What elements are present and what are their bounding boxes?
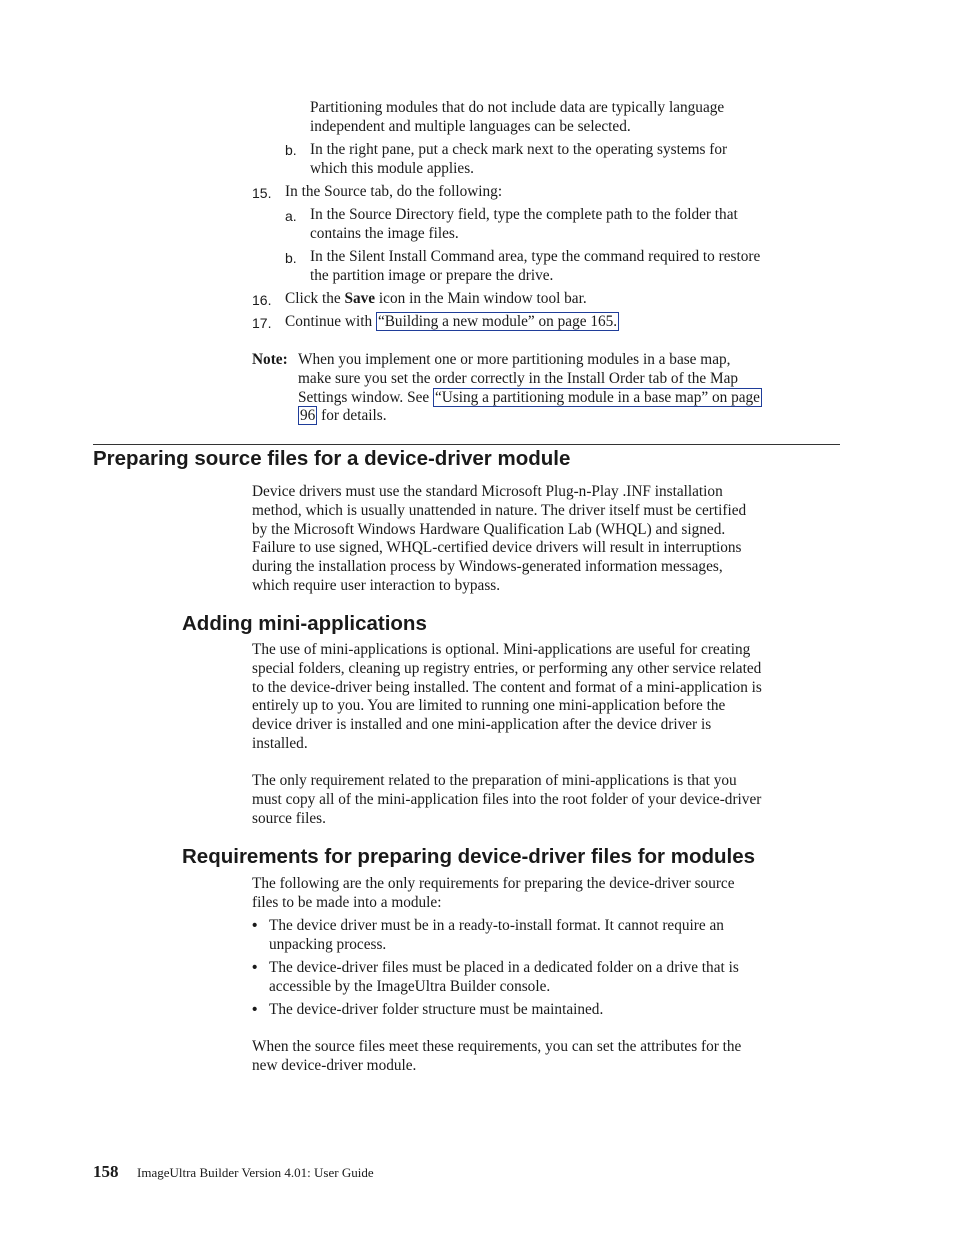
substep-marker: b. (285, 250, 297, 266)
step-17-number: 17. (252, 315, 272, 331)
page-number: 158 (93, 1162, 119, 1181)
list-item: The device driver must be in a ready-to-install format. It cannot require an unpacking process. (269, 917, 724, 953)
section-paragraph: When the source files meet these requirements, you can set the attributes for the new device-driver module. (252, 1038, 742, 1074)
subsection-heading: Adding mini-applications (182, 612, 427, 635)
step-15-text: In the Source tab, do the following: (285, 183, 503, 200)
substep-b-text: In the right pane, put a check mark next to the operating systems for which this module applies. (310, 141, 728, 177)
section-heading: Preparing source files for a device-driver module (93, 447, 571, 470)
list-item: The device-driver files must be placed in a dedicated folder on a drive that is accessible by the ImageUltra Builder console. (269, 959, 739, 995)
bullet-icon: • (252, 959, 258, 976)
step-continuation: Partitioning modules that do not include data are typically language independent and multiple languages can be selected. (310, 99, 725, 135)
list-item: The device-driver folder structure must be maintained. (269, 1001, 604, 1018)
section-divider (93, 444, 840, 445)
substep-marker: a. (285, 208, 297, 224)
partitioning-module-link[interactable]: “Using a partitioning module in a base map” on page (434, 388, 760, 406)
substep-15a-text: In the Source Directory field, type the complete path to the folder that contains the image files. (310, 206, 738, 242)
bullet-icon: • (252, 1001, 258, 1018)
substep-marker: b. (285, 142, 297, 158)
section-paragraph: The only requirement related to the preparation of mini-applications is that you must copy all of the mini-application files into the root folder of your device-driver source files. (252, 772, 762, 827)
step-15-number: 15. (252, 185, 272, 201)
note-text: When you implement one or more partitioning modules in a base map, make sure you set the order correctly in the Install Order tab of the Map Settings window. See “Using a partitioning module in a base map” on page 96 for details. (298, 351, 760, 425)
page-96-link[interactable]: 96 (300, 407, 316, 425)
footer-title: ImageUltra Builder Version 4.01: User Guide (137, 1165, 374, 1180)
note-label: Note: (252, 351, 288, 368)
section-paragraph: Device drivers must use the standard Microsoft Plug-n-Play .INF installation method, which is usually unattended in nature. The driver itself must be certified by the Microsoft Windows Hardware Qualification Lab (WHQL) and signed. Failure to use signed, WHQL-certified device drivers will result in interruptions during the installation process by Windows-generated information messages, which require user interaction to bypass. (252, 483, 747, 594)
step-16-text: Click the Save icon in the Main window tool bar. (285, 290, 587, 307)
step-17-text: Continue with “Building a new module” on page 165. (285, 313, 618, 330)
building-module-link[interactable]: “Building a new module” on page 165. (377, 313, 618, 330)
section-paragraph: The following are the only requirements for preparing the device-driver source files to be made into a module: (252, 875, 735, 911)
bullet-icon: • (252, 917, 258, 934)
step-16-number: 16. (252, 292, 272, 308)
subsection-heading: Requirements for preparing device-driver files for modules (182, 845, 756, 868)
section-paragraph: The use of mini-applications is optional. Mini-applications are useful for creating special folders, cleaning up registry entries, or performing any other service related to the device-driver being installed. The content and format of a mini-application is entirely up to you. You are limited to running one mini-application before the device driver is installed and one mini-application after the device driver is installed. (252, 641, 762, 752)
substep-15b-text: In the Silent Install Command area, type the command required to restore the partition image or prepare the drive. (310, 248, 761, 284)
